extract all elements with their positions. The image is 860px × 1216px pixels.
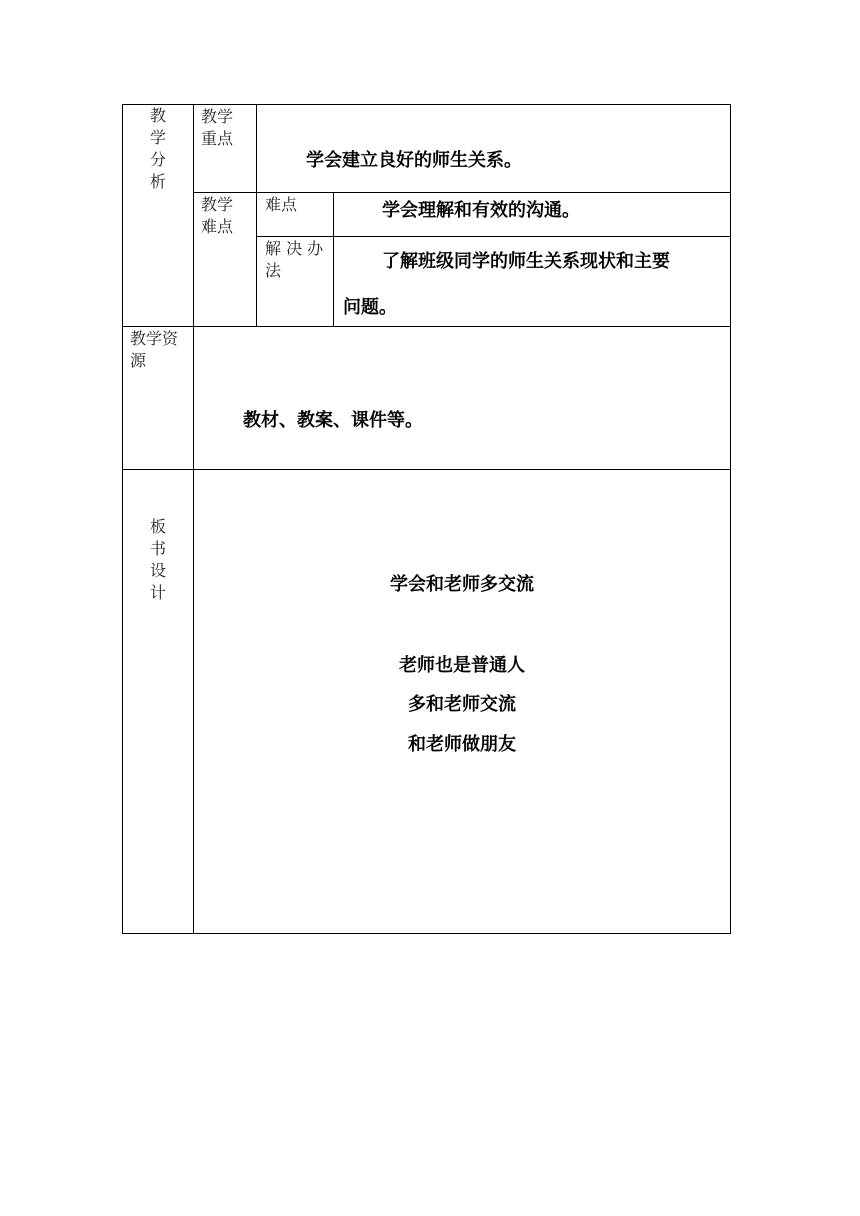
analysis-label-char: 析 bbox=[149, 172, 166, 191]
board-line: 和老师做朋友 bbox=[408, 734, 516, 755]
board-label-char: 计 bbox=[149, 583, 166, 602]
difficulty-sublabel: 难点 bbox=[265, 195, 298, 214]
resources-content-cell bbox=[193, 326, 731, 470]
board-label-char: 书 bbox=[149, 539, 166, 558]
resources-content: 教材、教案、课件等。 bbox=[243, 410, 423, 431]
difficulty-content: 学会理解和有效的沟通。 bbox=[382, 200, 580, 221]
board-line: 多和老师交流 bbox=[408, 694, 516, 715]
solution-label: 解 决 办 法 bbox=[265, 239, 324, 280]
board-line: 老师也是普通人 bbox=[399, 655, 525, 676]
board-label bbox=[122, 516, 194, 604]
analysis-label bbox=[122, 105, 194, 193]
difficulty-label: 教学难点 bbox=[201, 195, 234, 236]
board-label-char: 板 bbox=[149, 517, 166, 536]
solution-content-line1: 了解班级同学的师生关系现状和主要 bbox=[382, 251, 670, 272]
resources-label: 教学资源 bbox=[130, 329, 179, 370]
solution-content-line2: 问题。 bbox=[343, 297, 397, 318]
analysis-label-char: 教 bbox=[149, 106, 166, 125]
analysis-label-char: 分 bbox=[149, 150, 166, 169]
key-point-content: 学会建立良好的师生关系。 bbox=[306, 150, 522, 171]
board-label-char: 设 bbox=[149, 561, 166, 580]
key-point-label: 教学重点 bbox=[201, 107, 234, 148]
board-title: 学会和老师多交流 bbox=[390, 574, 534, 595]
analysis-label-char: 学 bbox=[149, 128, 166, 147]
